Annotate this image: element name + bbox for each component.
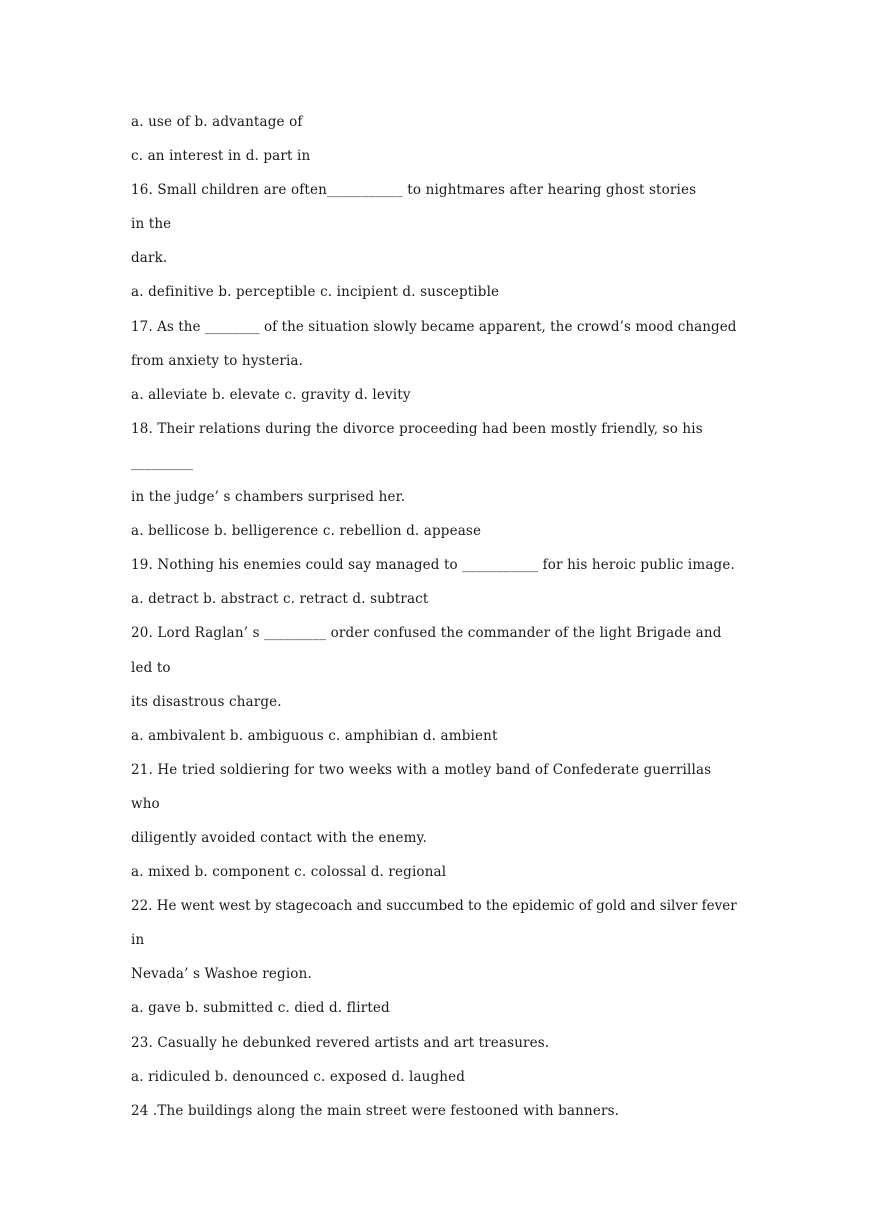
question-16-text: 16. Small children are often___________ to nightmares after hearing ghost stories bbox=[131, 182, 697, 199]
question-21-continued: who bbox=[131, 795, 160, 812]
question-18-blank: _________ bbox=[131, 454, 194, 471]
question-19-options: a. detract b. abstract c. retract d. subtract bbox=[131, 591, 429, 608]
question-20-options: a. ambivalent b. ambiguous c. amphibian d. ambient bbox=[131, 727, 498, 744]
question-16-options: a. definitive b. perceptible c. incipient d. susceptible bbox=[131, 284, 500, 301]
question-22-end: Nevada’ s Washoe region. bbox=[131, 966, 312, 983]
question-20-text: 20. Lord Raglan’ s _________ order confused the commander of the light Brigade and bbox=[131, 625, 722, 642]
document-page bbox=[131, 111, 741, 1134]
question-17-text: 17. As the ________ of the situation slowly became apparent, the crowd’s mood changed bbox=[131, 318, 737, 335]
option-line-15-cd: c. an interest in d. part in bbox=[131, 148, 311, 165]
question-23-options: a. ridiculed b. denounced c. exposed d. laughed bbox=[131, 1068, 466, 1085]
question-16-end: dark. bbox=[131, 250, 168, 267]
question-18-continued: in the judge’ s chambers surprised her. bbox=[131, 489, 406, 506]
question-23-text: 23. Casually he debunked revered artists and art treasures. bbox=[131, 1034, 550, 1051]
question-20-continued: led to bbox=[131, 659, 171, 676]
question-16-continued: in the bbox=[131, 216, 172, 233]
question-17-continued: from anxiety to hysteria. bbox=[131, 352, 304, 369]
question-22-options: a. gave b. submitted c. died d. flirted bbox=[131, 1000, 390, 1017]
question-21-options: a. mixed b. component c. colossal d. regional bbox=[131, 864, 447, 881]
question-21-end: diligently avoided contact with the enemy. bbox=[131, 829, 427, 846]
option-line-15-ab: a. use of b. advantage of bbox=[131, 114, 303, 130]
question-22-text: 22. He went west by stagecoach and succumbed to the epidemic of gold and silver fever bbox=[131, 898, 737, 915]
question-18-text: 18. Their relations during the divorce proceeding had been mostly friendly, so his bbox=[131, 420, 703, 437]
question-18-options: a. bellicose b. belligerence c. rebellion d. appease bbox=[131, 523, 482, 540]
question-20-end: its disastrous charge. bbox=[131, 693, 282, 710]
question-22-continued: in bbox=[131, 932, 145, 949]
question-17-options: a. alleviate b. elevate c. gravity d. levity bbox=[131, 386, 411, 403]
question-24-text: 24 .The buildings along the main street were festooned with banners. bbox=[131, 1102, 620, 1119]
question-19-text: 19. Nothing his enemies could say managed to ___________ for his heroic public image. bbox=[131, 557, 735, 574]
question-21-text: 21. He tried soldiering for two weeks with a motley band of Confederate guerrillas bbox=[131, 761, 712, 778]
